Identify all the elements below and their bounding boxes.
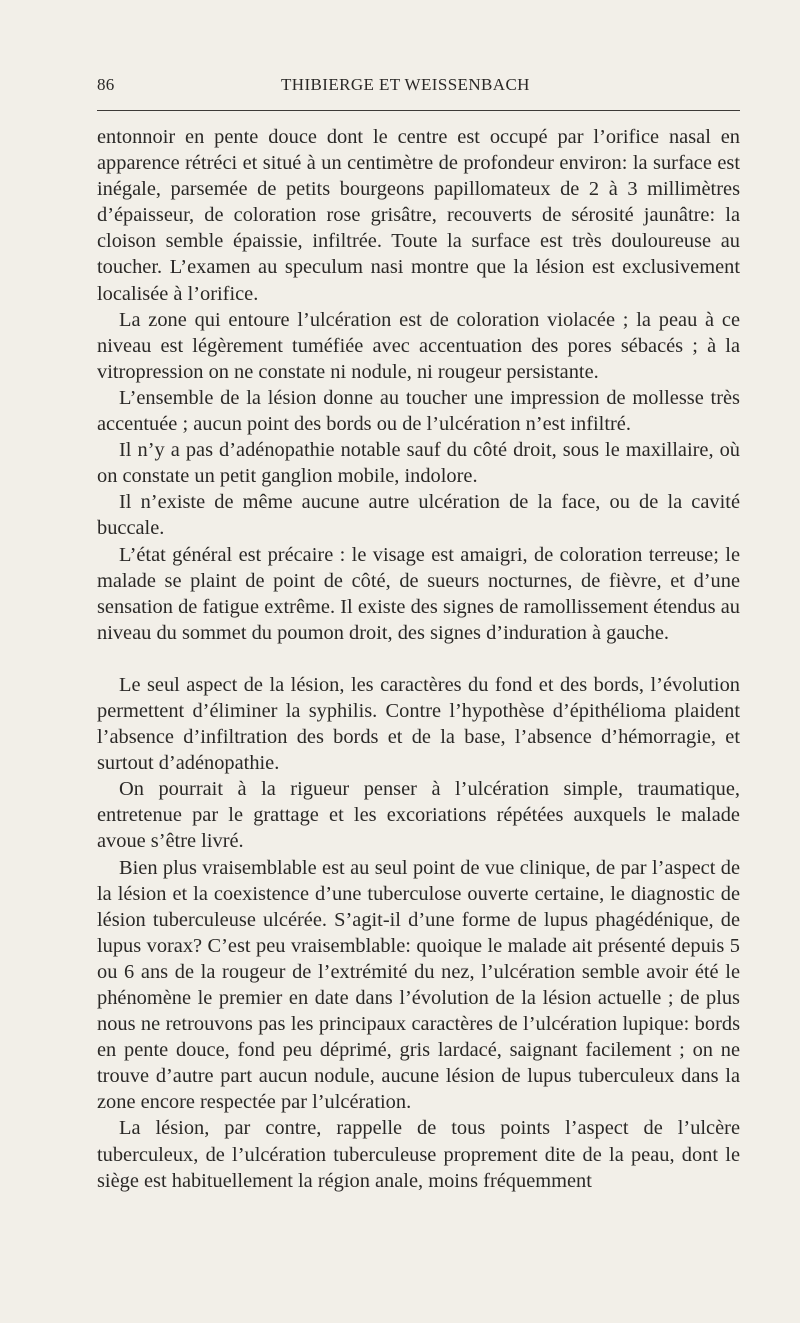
paragraph: La lésion, par contre, rappelle de tous points l’aspect de l’ulcère tuberculeux, de l’ulcération tuberculeuse proprement dite de la peau, dont le siège est habituellement la région anale, moins fréquemment	[97, 1117, 740, 1192]
paragraph: Il n’y a pas d’adénopathie notable sauf du côté droit, sous le maxillaire, où on constate un petit ganglion mobile, indolore.	[97, 439, 740, 488]
body-text	[97, 124, 740, 1194]
paragraph: Bien plus vraisemblable est au seul point de vue clinique, de par l’aspect de la lésion et la coexistence d’une tuberculose ouverte certaine, le diagnostic de lésion tuberculeuse ulcérée. S’agit-il d’une forme de lupus phagédénique, de lupus vorax? C’est peu vraisemblable: quoique le malade ait présenté depuis 5 ou 6 ans de la rougeur de l’extrémité du nez, l’ulcération semble avoir été le phénomène le premier en date dans l’évolution de la lésion actuelle ; de plus nous ne retrouvons pas les principaux caractères de l’ulcération lupique: bords en pente douce, fond peu déprimé, gris lardacé, saignant facilement ; on ne trouve d’autre part aucun nodule, aucune lésion de lupus tuberculeux dans la zone encore respectée par l’ulcération.	[97, 856, 740, 1114]
paragraph: On pourrait à la rigueur penser à l’ulcération simple, traumatique, entretenue par le grattage et les excoriations répétées auxquels le malade avoue s’être livré.	[97, 778, 740, 853]
paragraph: Le seul aspect de la lésion, les caractères du fond et des bords, l’évolution permettent d’éliminer la syphilis. Contre l’hypothèse d’épithélioma plaident l’absence d’infiltration des bords et de la base, l’absence d’hémorragie, et surtout d’adénopathie.	[97, 673, 740, 775]
paragraph: Il n’existe de même aucune autre ulcération de la face, ou de la cavité buccale.	[97, 491, 740, 540]
running-head: THIBIERGE ET WEISSENBACH	[281, 75, 530, 94]
page-header	[97, 75, 740, 99]
paragraph: entonnoir en pente douce dont le centre est occupé par l’orifice nasal en apparence rétréci et situé à un centimètre de profondeur environ: la surface est inégale, parsemée de petits bourgeons papillomateux de 2 à 3 millimètres d’épaisseur, de coloration rose grisâtre, recouverts de sérosité jaunâtre: la cloison semble épaissie, infiltrée. Toute la surface est très douloureuse au toucher. L’examen au speculum nasi montre que la lésion est exclusivement localisée à l’orifice.	[97, 126, 740, 305]
paragraph: L’ensemble de la lésion donne au toucher une impression de mollesse très accentuée ; aucun point des bords ou de l’ulcération n’est infiltré.	[97, 386, 740, 436]
paragraph: L’état général est précaire : le visage est amaigri, de coloration terreuse; le malade se plaint de point de côté, de sueurs nocturnes, de fièvre, et d’une sensation de fatigue extrême. Il existe des signes de ramollissement étendus au niveau du sommet du poumon droit, des signes d’induration à gauche.	[97, 543, 740, 644]
page-number: 86	[97, 75, 115, 94]
paragraph: La zone qui entoure l’ulcération est de coloration violacée ; la peau à ce niveau est légèrement tuméfiée avec accentuation des pores sébacés ; à la vitropression on ne constate ni nodule, ni rougeur persistante.	[97, 308, 740, 383]
header-rule	[97, 110, 740, 111]
